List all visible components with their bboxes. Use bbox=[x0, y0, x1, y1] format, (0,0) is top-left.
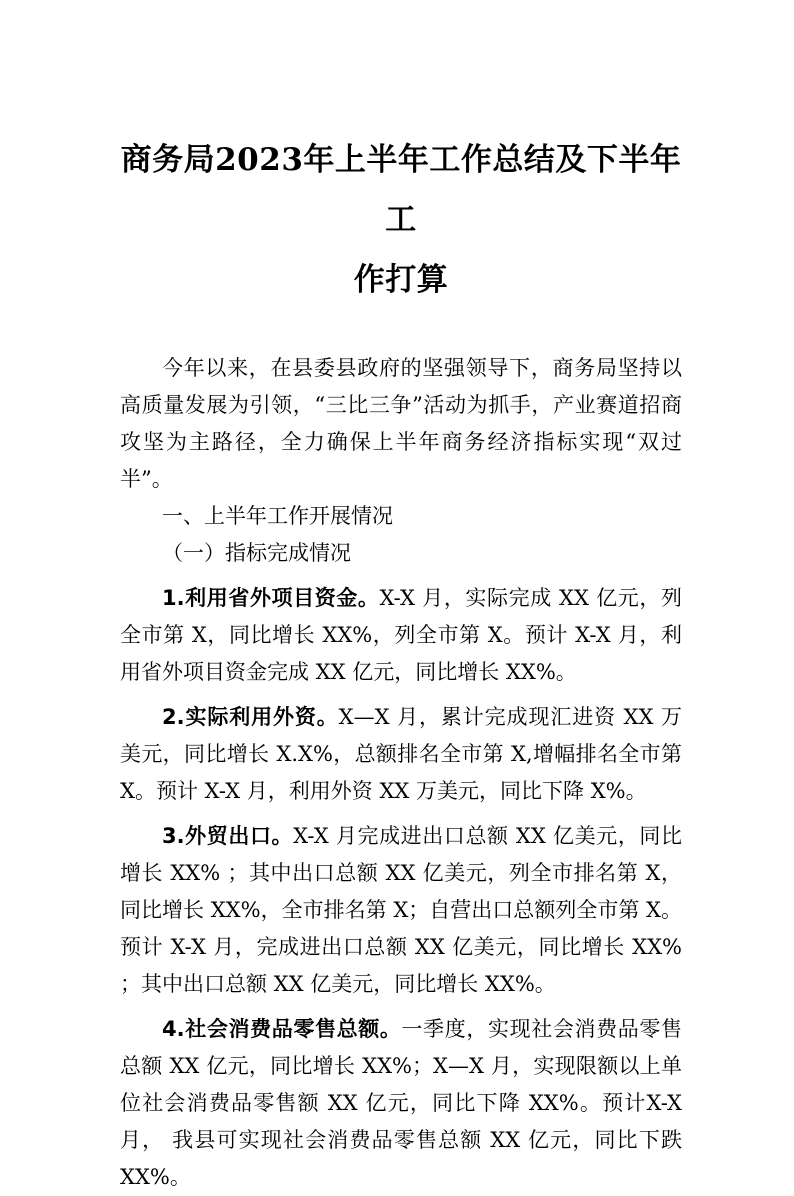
indicator-text: 一季度，实现社会消费品零售总额 XX 亿元，同比增长 XX%；X—X 月，实现限额以上单位社会消费品零售额 XX 亿元，同比下降 XX%。预计X-X 月， 我县可实现社会消费品零售总额 XX 亿元，同比下跌 XX%。 bbox=[120, 1017, 682, 1189]
subsection-heading: （一）指标完成情况 bbox=[162, 541, 351, 565]
indicator-lead: 2.实际利用外资。 bbox=[162, 705, 339, 729]
title-line-1: 商务局2023年上半年工作总结及下半年工 bbox=[120, 142, 682, 238]
indicator-item-4 bbox=[120, 1011, 682, 1196]
intro-paragraph: 今年以来，在县委县政府的坚强领导下，商务局坚持以高质量发展为引领，“三比三争”活动为抓手，产业赛道招商 攻坚为主路径，全力确保上半年商务经济指标实现“双过半”。 bbox=[120, 356, 682, 491]
indicator-lead: 4.社会消费品零售总额。 bbox=[162, 1017, 402, 1041]
indicator-text: X-X 月完成进出口总额 XX 亿美元，同比增长 XX% ；其中出口总额 XX 亿美元，列全市排名第 X，同比增长 XX%，全市排名第 X；自营出口总额列全市第 X。预计 X-X 月，完成进出口总额 XX 亿美元，同比增长 XX% ；其中出口总额 XX 亿美元，同比增长 XX%。 bbox=[120, 824, 682, 996]
indicator-lead: 3.外贸出口。 bbox=[162, 824, 294, 848]
title-line-2: 作打算 bbox=[353, 262, 449, 298]
indicator-text: X-X 月，实际完成 XX 亿元，列全市第 X，同比增长 XX%，列全市第 X。预计 X-X 月，利用省外项目资金完成 XX 亿元，同比增长 XX%。 bbox=[120, 586, 682, 684]
indicator-item-3 bbox=[120, 818, 682, 1003]
document-title bbox=[120, 130, 682, 310]
section-heading: 一、上半年工作开展情况 bbox=[162, 504, 393, 528]
indicator-item-2 bbox=[120, 699, 682, 810]
indicator-lead: 1.利用省外项目资金。 bbox=[162, 586, 380, 610]
indicator-text: X—X 月，累计完成现汇进资 XX 万美元，同比增长 X.X%，总额排名全市第 X,增幅排名全市第 X。预计 X-X 月，利用外资 XX 万美元，同比下降 X%。 bbox=[120, 705, 682, 803]
indicator-item-1 bbox=[120, 580, 682, 691]
